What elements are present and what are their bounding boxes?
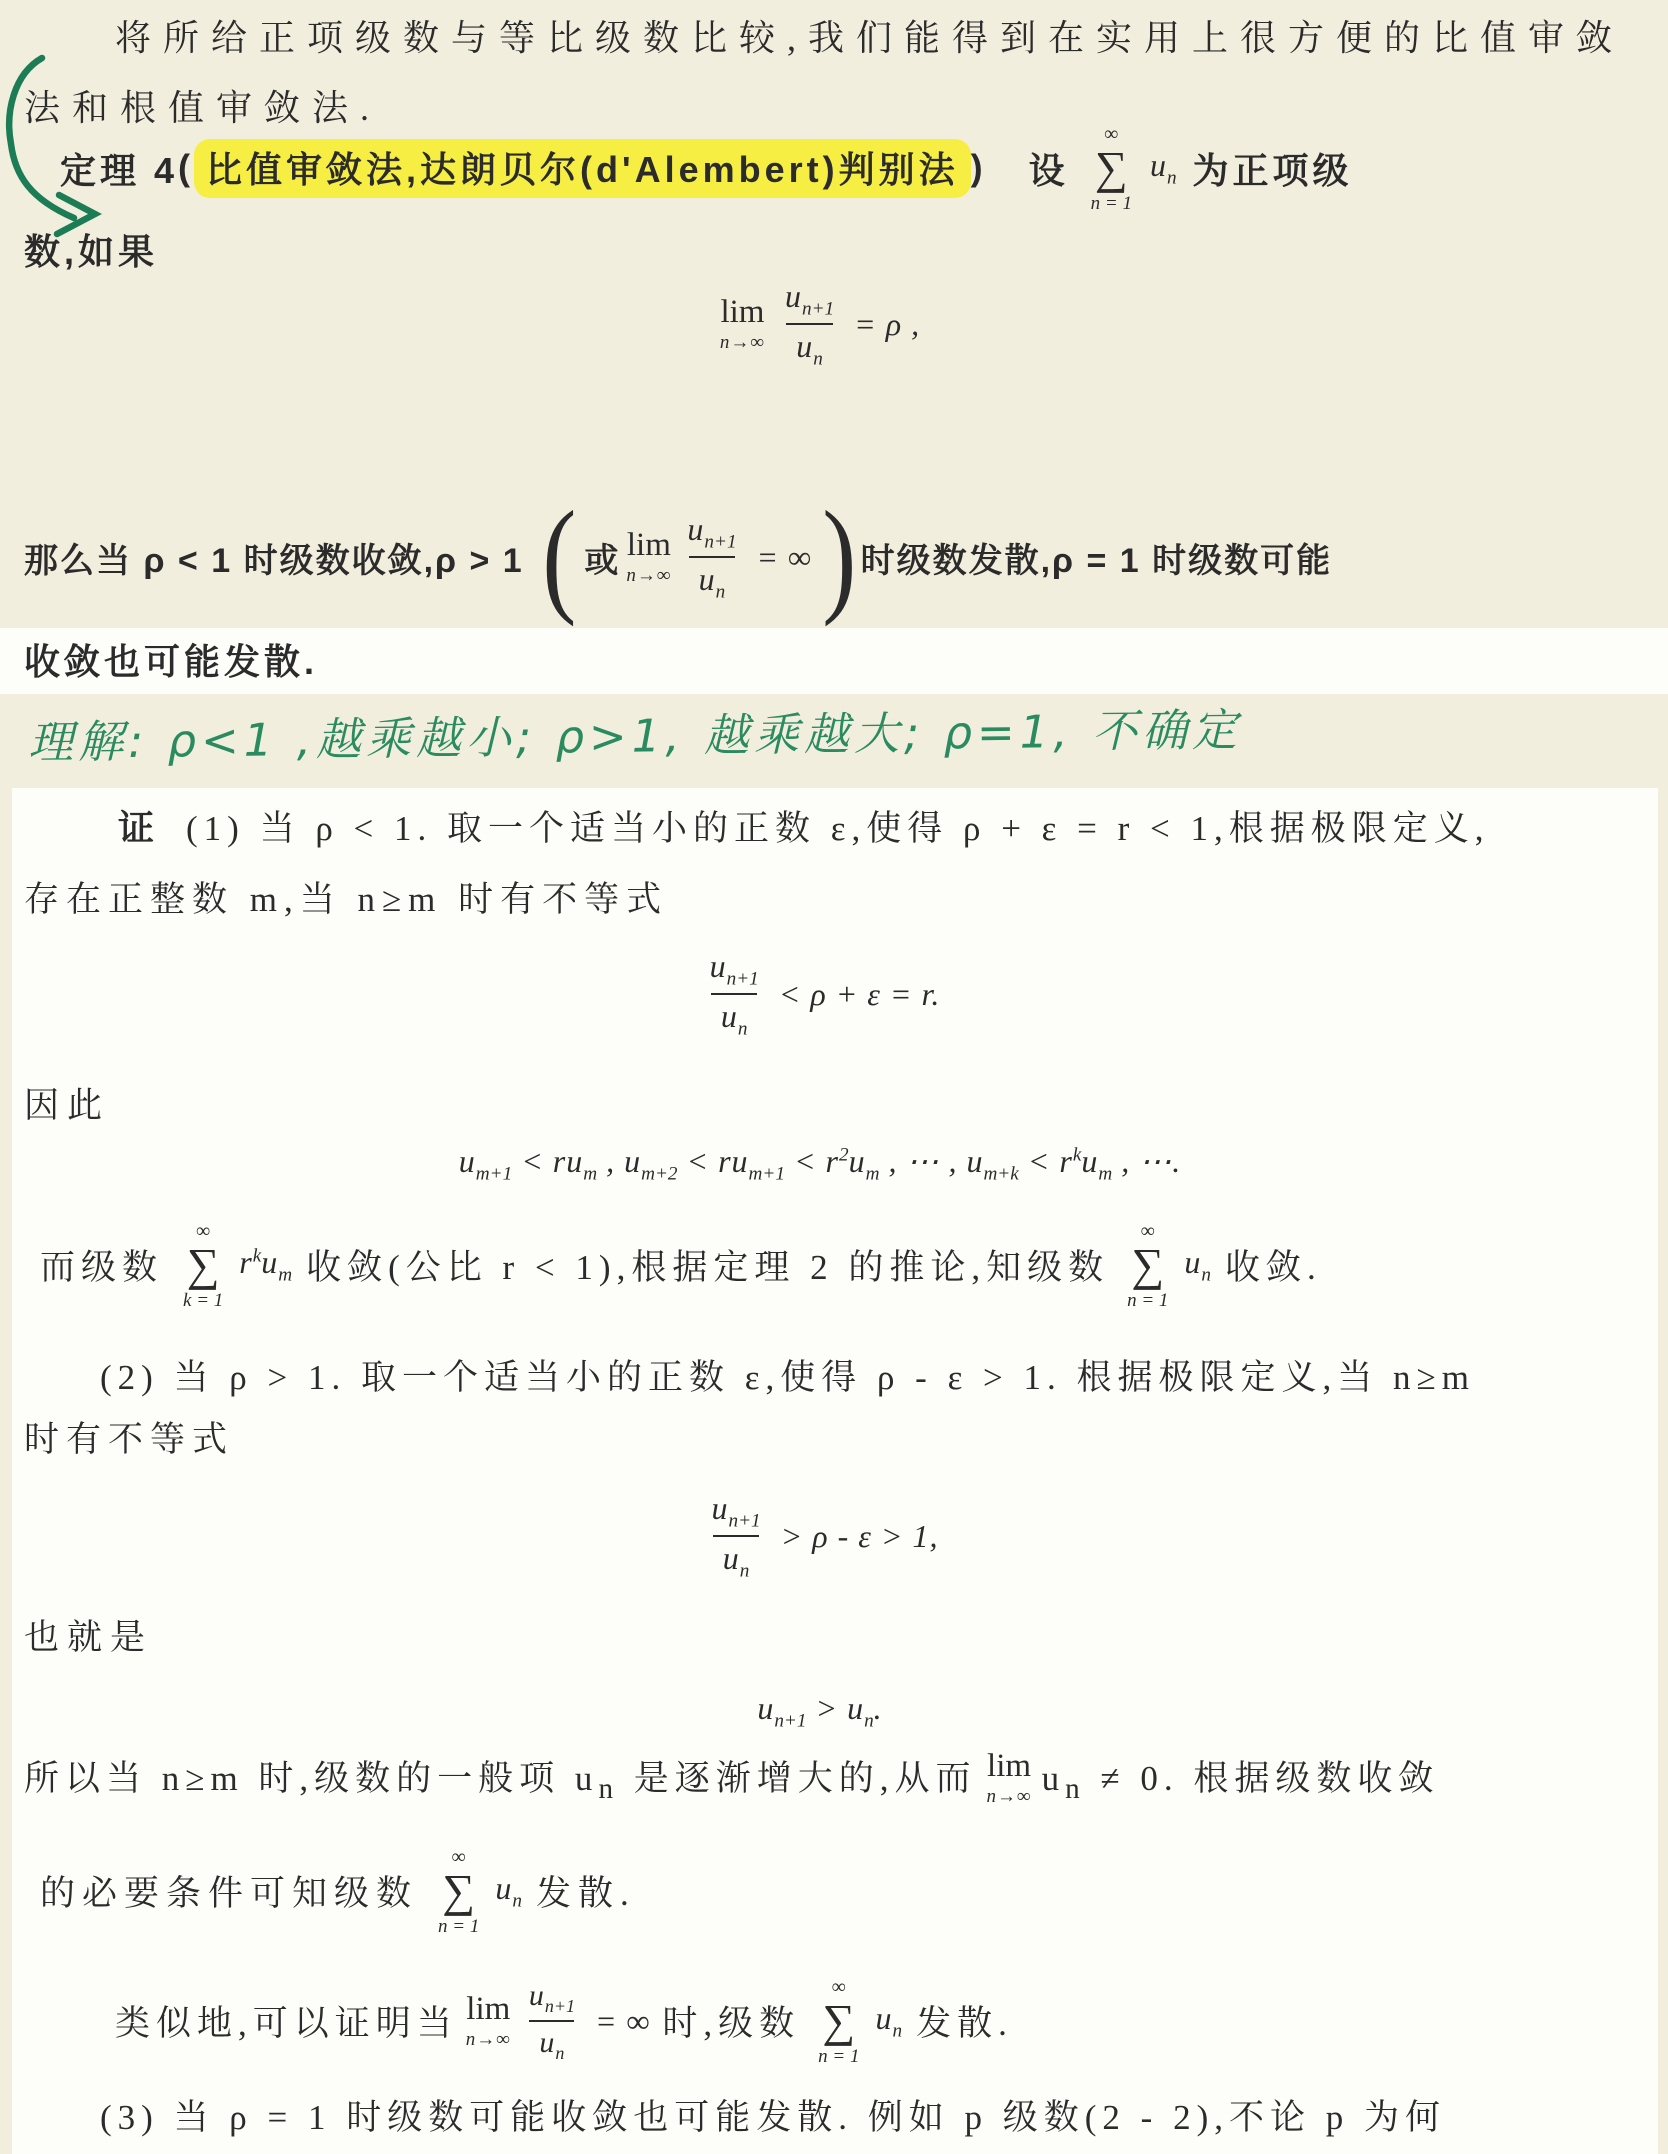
big-left-paren: (	[541, 485, 577, 628]
theorem-label: 定理 4	[60, 149, 179, 191]
s1-term2: $u_n$	[1184, 1243, 1212, 1286]
display-formula-mono: $u_{n+1} > u_n$.	[757, 1690, 883, 1732]
fraction: $\frac{u_{n+1}}{u_n}$	[711, 1490, 761, 1581]
series-sum-symbol: ∞ ∑ n = 1	[1090, 122, 1132, 214]
p4-eq: = ∞	[594, 2002, 651, 2039]
proof-label: 证	[118, 807, 159, 848]
proof-case2-line2: 时有不等式	[24, 1420, 235, 1459]
p3a-post: $u_n \ne 0$. 根据级数收敛	[1041, 1758, 1440, 1805]
inner-rhs: = ∞	[756, 538, 812, 575]
s1-term1: $r^ku_m$	[239, 1243, 293, 1286]
p4-pre: 类似地,可以证明当	[115, 2004, 458, 2043]
series-conclusion-line	[40, 1200, 1322, 1330]
p4-mid: 时,级数	[662, 2004, 801, 2043]
p3b-term: $u_n$	[495, 1869, 522, 1912]
therefore-word: 因此	[24, 1086, 111, 1125]
intro-line-2: 法和根值审敛法.	[24, 88, 382, 128]
proof-line-1	[118, 800, 1490, 851]
fraction: $\frac{u_{n+1}}{u_n}$	[709, 948, 759, 1039]
display-formula-limit-rho	[0, 268, 1640, 380]
s1-pre: 而级数	[40, 1248, 164, 1287]
highlighted-theorem-name: 比值审敛法,达朗贝尔(d'Alembert)判别法	[194, 139, 971, 198]
p3a-pre: 所以当 n≥m 时,级数的一般项 $u_n$ 是逐渐增大的,从而	[24, 1758, 977, 1805]
s1-mid: 收敛(公比 r < 1),根据定理 2 的推论,知级数	[306, 1248, 1110, 1287]
sum-symbol: ∞ ∑ n = 1	[1127, 1219, 1169, 1311]
p4-tail: 发散.	[916, 2004, 1013, 2043]
similarly-line	[115, 1962, 1013, 2080]
fraction: $\frac{u_{n+1}}{u_n}$	[784, 278, 835, 369]
p3b-tail: 发散.	[535, 1874, 636, 1913]
limit-operator: lim n→∞	[626, 527, 672, 586]
limit-operator: lim n→∞	[465, 1991, 511, 2050]
close-paren: )	[970, 147, 987, 188]
fraction: $\frac{u_{n+1}}{u_n}$	[687, 511, 737, 602]
proof-conclusion-line	[24, 1746, 1439, 1810]
thatis-word: 也就是	[24, 1618, 154, 1657]
statement-or: 或	[584, 541, 621, 580]
fraction: $\frac{u_{n+1}}{u_n}$	[528, 1978, 575, 2063]
theorem-wrap-line: 数,如果	[24, 231, 159, 272]
display-formula-less	[0, 942, 1640, 1046]
limit-operator: lim n→∞	[719, 294, 765, 353]
proof-line-2: 存在正整数 m,当 n≥m 时有不等式	[24, 880, 669, 919]
inequality-chain: $u_{m+1} < ru_m$ , $u_{m+2} < ru_{m+1} < r^2u_m$ , ⋯ , $u_{m+k} < r^ku_m$ , ⋯.	[458, 1143, 1182, 1185]
sum-symbol: ∞ ∑ n = 1	[438, 1845, 480, 1937]
intro-line-1: 将所给正项级数与等比级数比较,我们能得到在实用上很方便的比值审敛	[115, 18, 1625, 58]
necessary-condition-line	[40, 1832, 636, 1950]
formula-rhs: = ρ ,	[854, 305, 921, 342]
p4-term: $u_n$	[875, 1999, 903, 2042]
statement-part3: 收敛也可能发散.	[24, 641, 319, 682]
big-right-paren: )	[822, 485, 857, 628]
open-paren: (	[178, 147, 195, 188]
handwritten-note: 理解: ρ<1 ,越乘越小; ρ>1, 越乘越大; ρ=1, 不确定	[27, 703, 1243, 769]
sum-symbol: ∞ ∑ k = 1	[183, 1219, 224, 1311]
theorem-set-word: 设	[1028, 149, 1069, 191]
proof-case3-text: (3) 当 ρ = 1 时级数可能收敛也可能发散. 例如 p 级数(2 - 2),不论 p 为何	[100, 2098, 1446, 2137]
display-formula-greater	[0, 1482, 1640, 1590]
formula-rhs: < ρ + ε = r.	[778, 975, 941, 1012]
statement-part1: 那么当 ρ < 1 时级数收敛,ρ > 1	[24, 541, 524, 580]
statement-part2: 时级数发散,ρ = 1 时级数可能	[860, 541, 1333, 580]
limit-operator: lim n→∞	[986, 1748, 1032, 1807]
theorem-heading	[60, 116, 1353, 220]
p3b-pre: 的必要条件可知级数	[40, 1874, 419, 1913]
proof-case1-text: (1) 当 ρ < 1. 取一个适当小的正数 ε,使得 ρ + ε = r < 1,根据极限定义,	[186, 808, 1490, 848]
proof-case2-text: (2) 当 ρ > 1. 取一个适当小的正数 ε,使得 ρ - ε > 1. 根据极限定义,当 n≥m	[100, 1358, 1475, 1397]
theorem-statement	[24, 478, 1664, 636]
formula-rhs: > ρ - ε > 1,	[780, 1517, 939, 1554]
s1-tail: 收敛.	[1225, 1248, 1322, 1287]
series-term: $u_n$	[1149, 146, 1177, 189]
theorem-tail: 为正项级	[1192, 149, 1353, 191]
sum-symbol: ∞ ∑ n = 1	[818, 1975, 860, 2067]
